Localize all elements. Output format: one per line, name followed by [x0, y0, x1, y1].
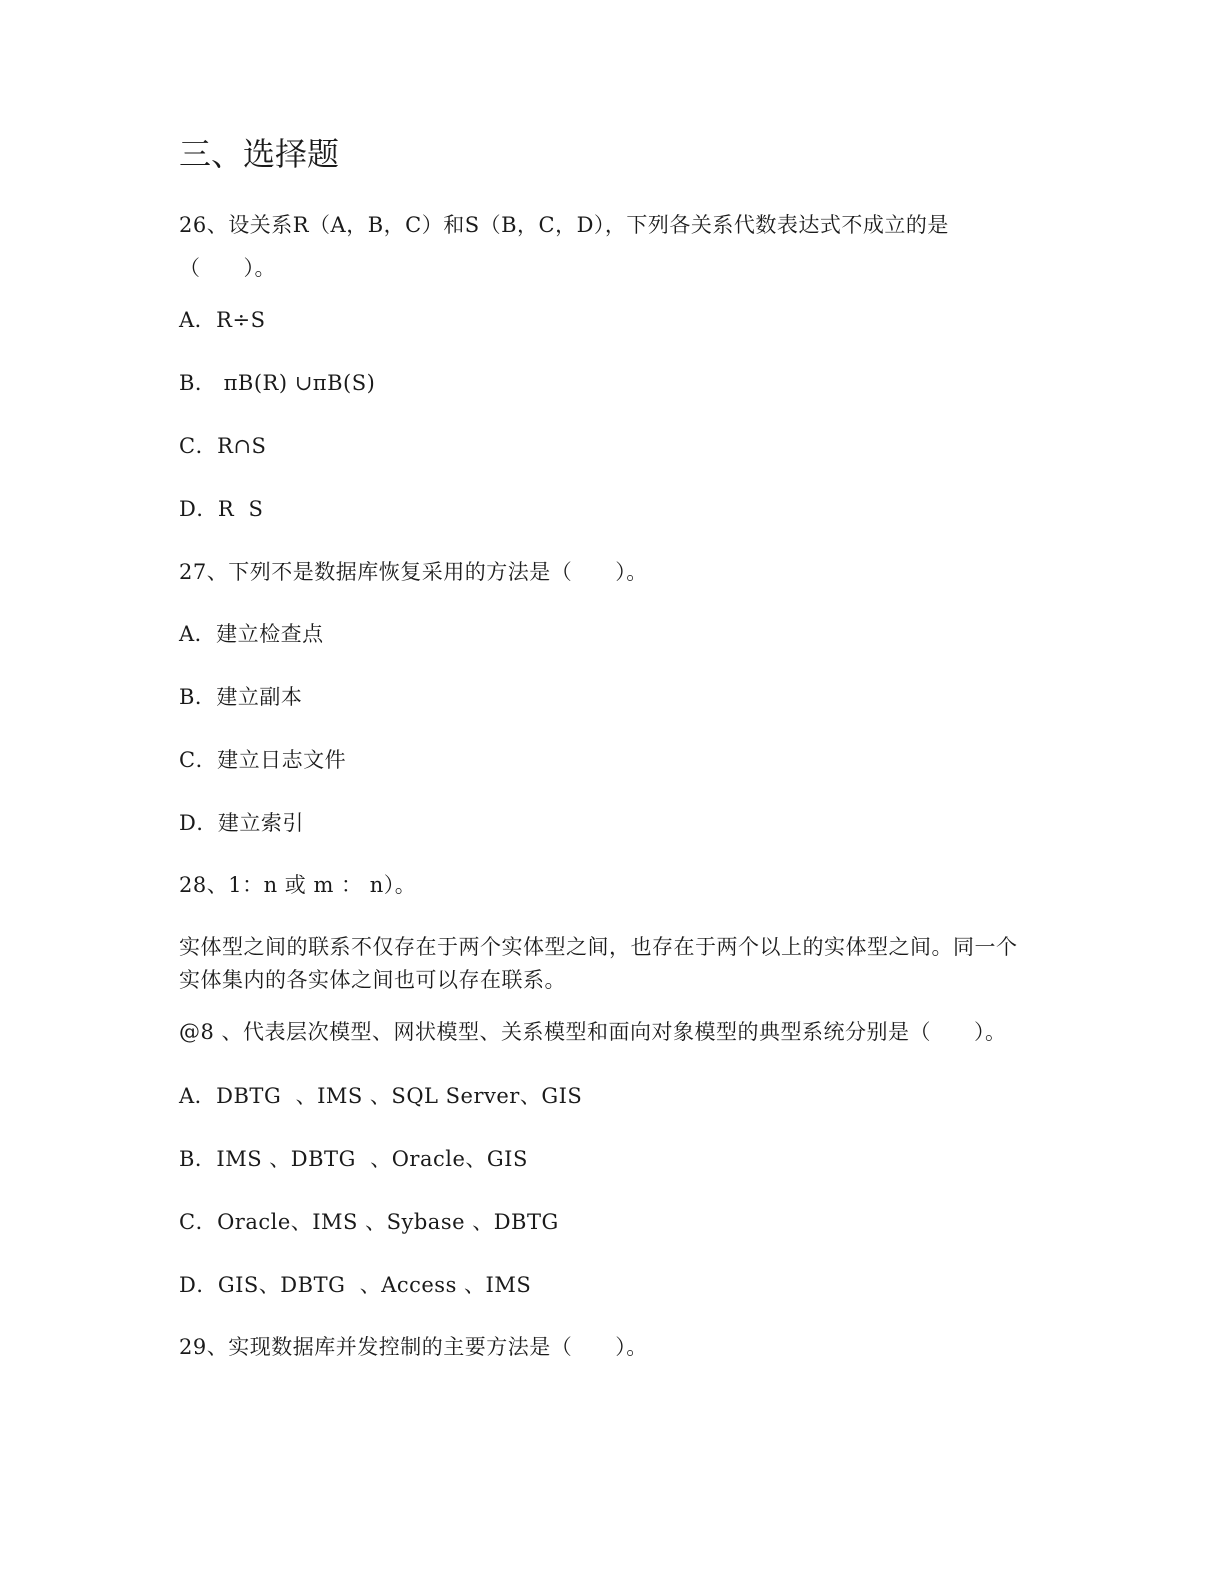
q28b-option-c: C．Oracle、IMS 、Sybase 、DBTG: [179, 1210, 559, 1234]
q29-stem: 29、实现数据库并发控制的主要方法是（ ）。: [179, 1335, 648, 1359]
q27-option-b: B．建立副本: [179, 685, 303, 709]
q27-stem: 27、下列不是数据库恢复采用的方法是（ ）。: [179, 560, 648, 584]
q27-option-a: A．建立检查点: [179, 622, 324, 646]
q28b-option-b: B．IMS 、DBTG 、Oracle、GIS: [179, 1147, 528, 1171]
q27-option-c: C．建立日志文件: [179, 748, 347, 772]
q28-paragraph-line1: 实体型之间的联系不仅存在于两个实体型之间，也存在于两个以上的实体型之间。同一个: [179, 935, 1018, 959]
q26-option-d: D．R S: [179, 497, 264, 521]
section-title: 三、选择题: [179, 135, 340, 173]
q27-option-d: D．建立索引: [179, 811, 304, 835]
q28b-option-d: D．GIS、DBTG 、Access 、IMS: [179, 1273, 532, 1297]
q26-option-b: B． πB(R) ∪πB(S): [179, 371, 376, 395]
q26-stem-line1: 26、设关系R（A，B，C）和S（B，C，D），下列各关系代数表达式不成立的是: [179, 213, 949, 237]
q28-paragraph-line2: 实体集内的各实体之间也可以存在联系。: [179, 968, 566, 992]
q26-option-c: C．R∩S: [179, 434, 267, 458]
q28b-option-a: A．DBTG 、IMS 、SQL Server、GIS: [179, 1084, 583, 1108]
q28-stem: 28、1：n 或 m ： n）。: [179, 873, 417, 897]
q26-option-a: A．R÷S: [179, 308, 266, 332]
q28b-stem: @8 、代表层次模型、网状模型、关系模型和面向对象模型的典型系统分别是（ ）。: [179, 1020, 1007, 1044]
q26-stem-line2: （ ）。: [179, 256, 276, 280]
